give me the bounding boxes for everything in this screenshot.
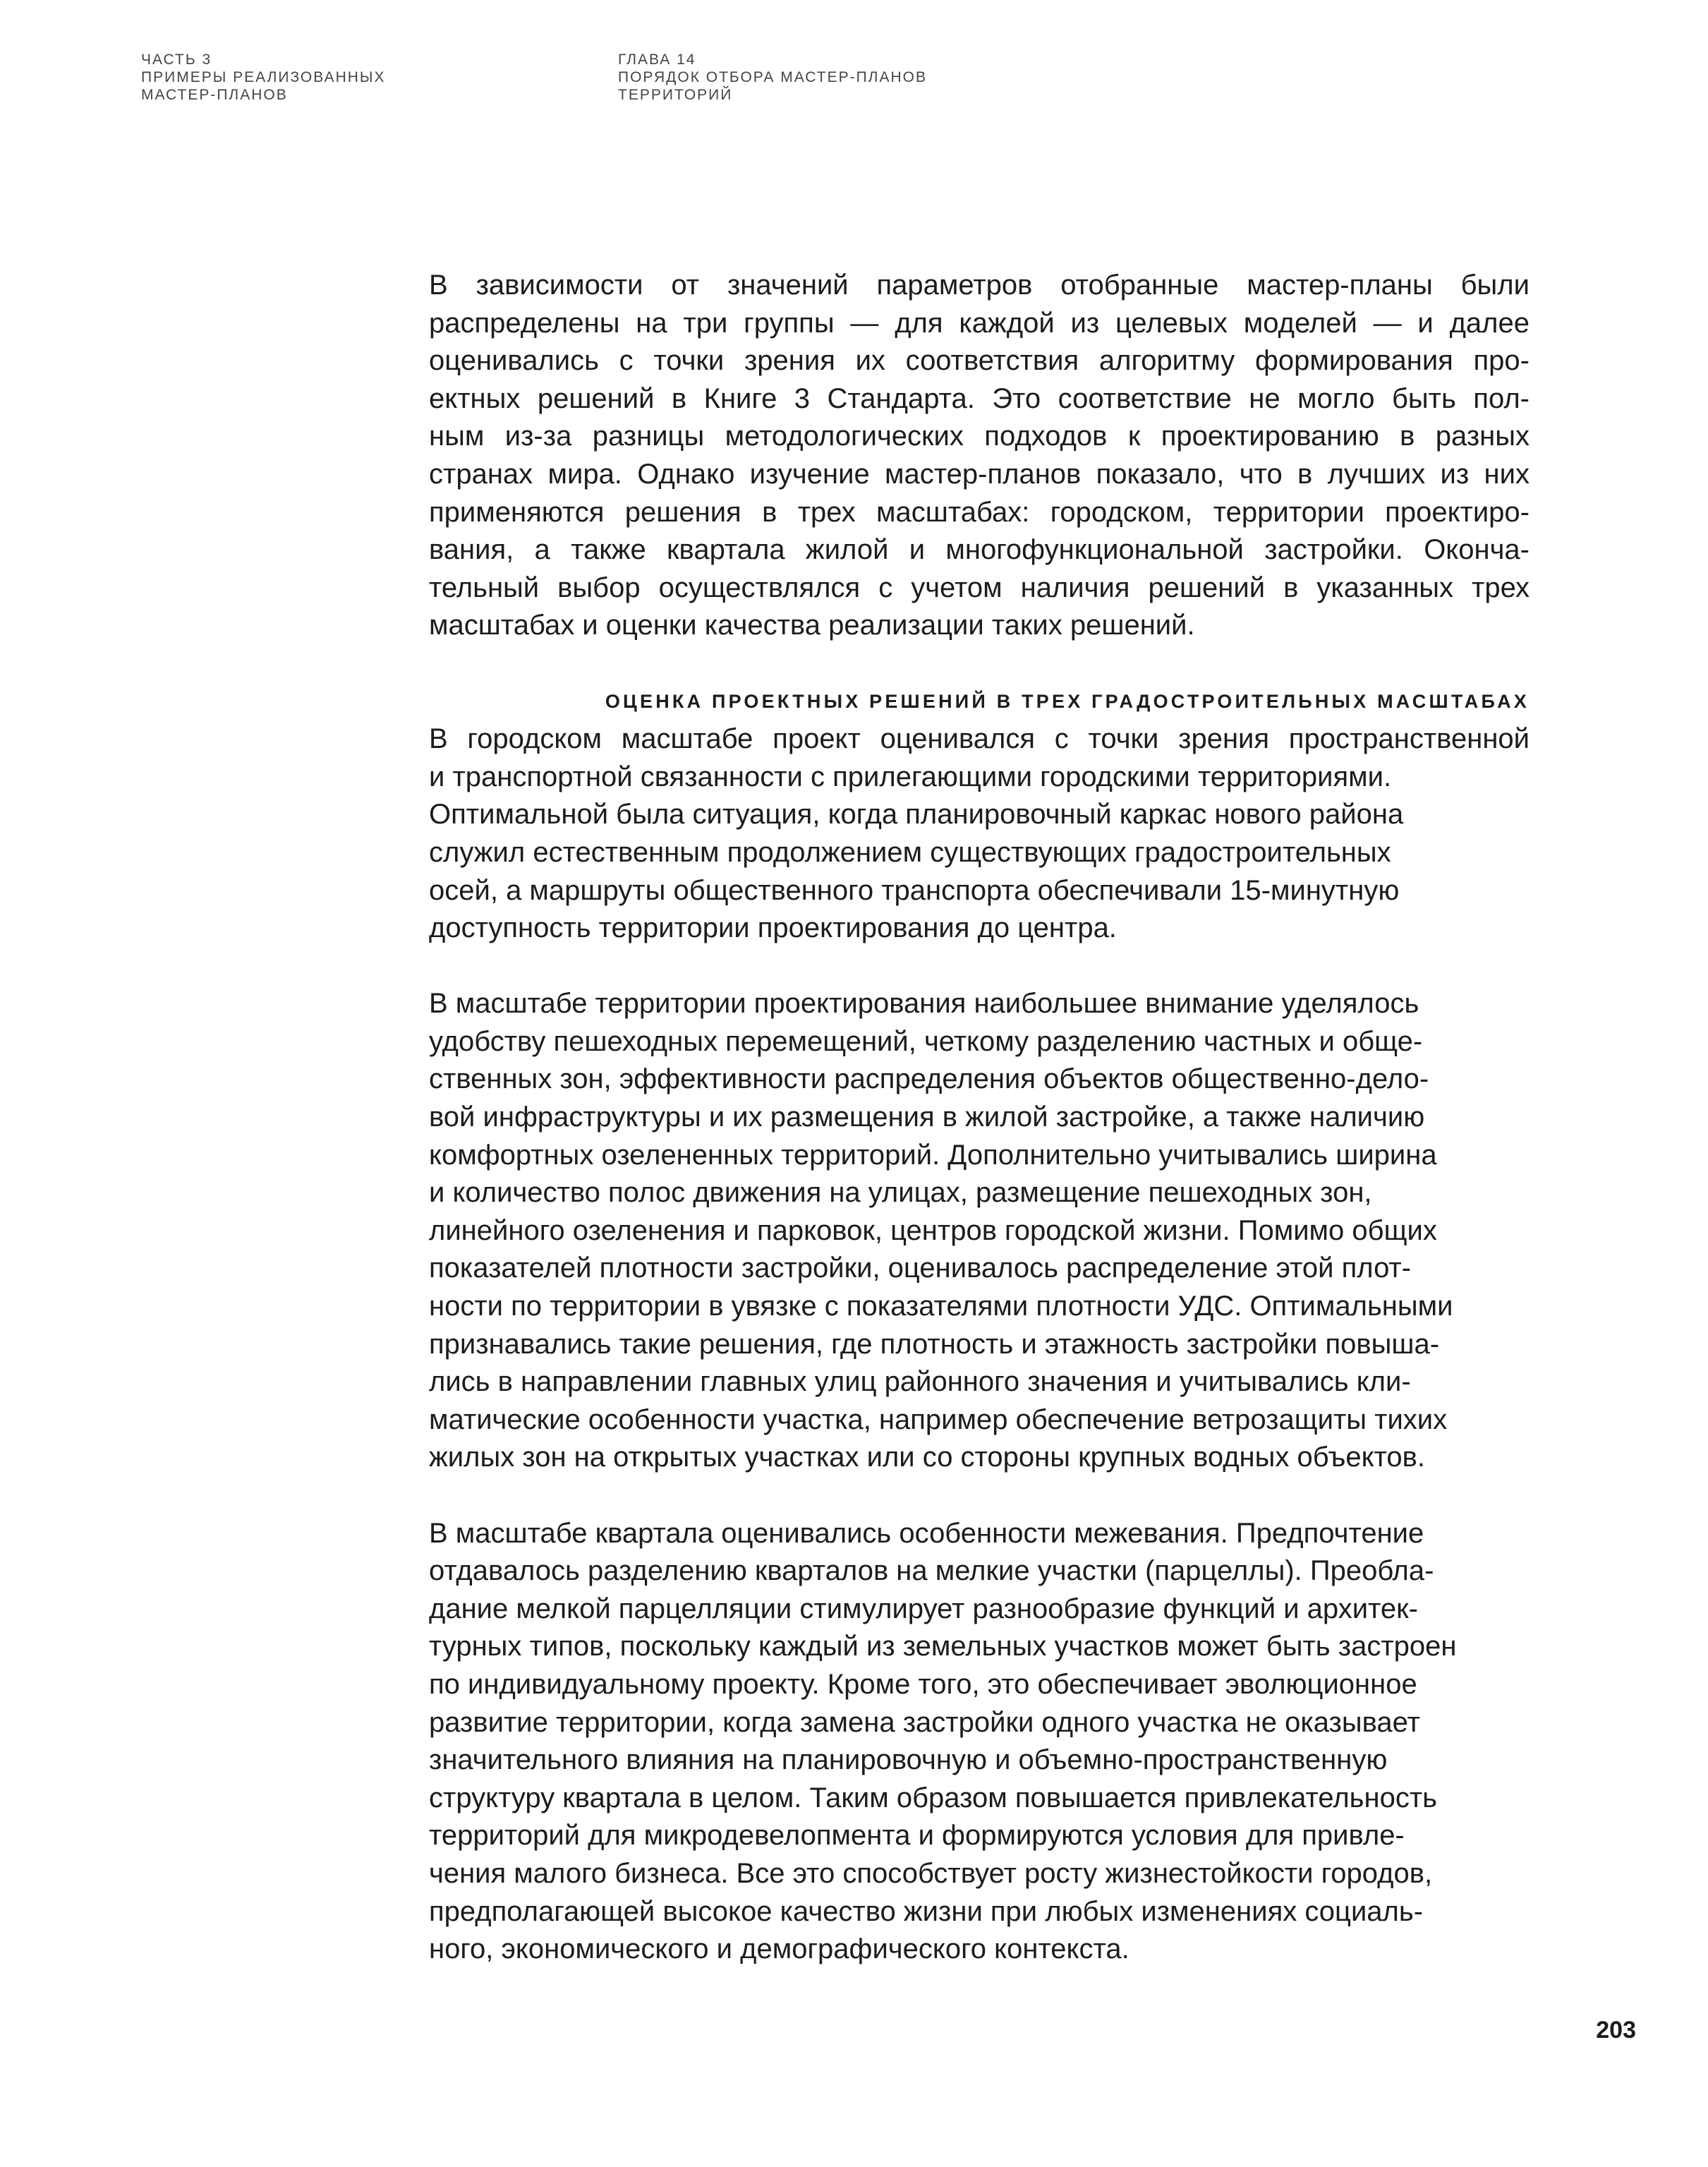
text-line: применяются решения в трех масштабах: городском, территории проектиро- [429, 496, 1530, 528]
page-number: 203 [1596, 2017, 1636, 2044]
text-line: чения малого бизнеса. Все это способствует росту жизнестойкости городов, [429, 1857, 1433, 1889]
text-line: В масштабе квартала оценивались особенности межевания. Предпочтение [429, 1517, 1424, 1549]
text-line: предполагающей высокое качество жизни при любых изменениях социаль- [429, 1895, 1424, 1927]
text-line: территорий для микродевелопмента и формируются условия для привле- [429, 1820, 1405, 1852]
text-line: лись в направлении главных улиц районного значения и учитывались кли- [429, 1366, 1411, 1398]
text-line: ственных зон, эффективности распределения объектов общественно-дело- [429, 1063, 1429, 1095]
running-head-chapter-line: ТЕРРИТОРИЙ [618, 87, 733, 103]
text-line: показателей плотности застройки, оценивалось распределение этой плот- [429, 1252, 1412, 1284]
text-line: жилых зон на открытых участках или со стороны крупных водных объектов. [429, 1442, 1425, 1473]
text-line: тельный выбор осуществлялся с учетом наличия решений в указанных трех [429, 572, 1530, 603]
text-line: турных типов, поскольку каждый из земельных участков может быть застроен [429, 1631, 1457, 1662]
text-line: линейного озеленения и парковок, центров городской жизни. Помимо общих [429, 1214, 1437, 1246]
paragraph-spacer [429, 948, 1530, 986]
text-line: по индивидуальному проекту. Кроме того, это обеспечивает эволюционное [429, 1668, 1417, 1700]
running-head-part-line: ПРИМЕРЫ РЕАЛИЗОВАННЫХ [141, 69, 386, 85]
running-head-part-line: ЧАСТЬ 3 [141, 52, 212, 68]
paragraph-spacer [429, 645, 1530, 683]
text-line: странах мира. Однако изучение мастер-планов показало, что в лучших из них [429, 458, 1530, 490]
text-line: признавались такие решения, где плотность и этажность застройки повыша- [429, 1328, 1440, 1360]
text-line: значительного влияния на планировочную и объемно-пространственную [429, 1744, 1388, 1776]
paragraph-city-scale [429, 720, 1530, 948]
text-line: и количество полос движения на улицах, размещение пешеходных зон, [429, 1177, 1372, 1209]
text-line: доступность территории проектирования до центра. [429, 912, 1117, 944]
text-line: и транспортной связанности с прилегающими городскими территориями. [429, 761, 1392, 792]
running-head-chapter-line: ПОРЯДОК ОТБОРА МАСТЕР-ПЛАНОВ [618, 69, 927, 85]
text-line: служил естественным продолжением существующих градостроительных [429, 836, 1391, 868]
text-line: матические особенности участка, например обеспечение ветрозащиты тихих [429, 1404, 1448, 1435]
text-line: ектных решений в Книге 3 Стандарта. Это соответствие не могло быть пол- [429, 382, 1530, 414]
text-line: распределены на три группы — для каждой из целевых моделей — и далее [429, 307, 1530, 339]
text-line: развитие территории, когда замена застройки одного участка не оказывает [429, 1706, 1420, 1738]
text-line: Оптимальной была ситуация, когда планировочный каркас нового района [429, 799, 1404, 831]
text-line: дание мелкой парцелляции стимулирует разнообразие функций и архитек- [429, 1593, 1418, 1624]
text-line: В масштабе территории проектирования наибольшее внимание уделялось [429, 988, 1419, 1020]
text-line: ным из-за разницы методологических подходов к проектированию в разных [429, 421, 1530, 452]
section-subheading: ОЦЕНКА ПРОЕКТНЫХ РЕШЕНИЙ В ТРЕХ ГРАДОСТРОИТЕЛЬНЫХ МАСШТАБАХ [605, 690, 1530, 712]
running-head-part-line: МАСТЕР-ПЛАНОВ [141, 87, 288, 103]
text-line: масштабах и оценки качества реализации таких решений. [429, 610, 1195, 641]
running-head-chapter-line: ГЛАВА 14 [618, 52, 696, 68]
text-line: ного, экономического и демографического контекста. [429, 1933, 1129, 1965]
text-line: вания, а также квартала жилой и многофункциональной застройки. Оконча- [429, 534, 1530, 566]
paragraph-intro [429, 267, 1530, 645]
text-line: В городском масштабе проект оценивался с точки зрения пространственной [429, 723, 1530, 755]
body-text-column [429, 267, 1530, 1969]
text-line: В зависимости от значений параметров отобранные мастер-планы были [429, 270, 1530, 301]
text-line: отдавалось разделению кварталов на мелкие участки (парцеллы). Преобла- [429, 1555, 1434, 1587]
paragraph-spacer [429, 1477, 1530, 1515]
running-head-part [141, 51, 386, 104]
text-line: осей, а маршруты общественного транспорта обеспечивали 15-минутную [429, 874, 1400, 906]
text-line: вой инфраструктуры и их размещения в жилой застройке, а также наличию [429, 1101, 1425, 1133]
text-line: структуру квартала в целом. Таким образом повышается привлекательность [429, 1782, 1438, 1813]
paragraph-block-scale [429, 1515, 1530, 1969]
text-line: удобству пешеходных перемещений, четкому разделению частных и обще- [429, 1025, 1423, 1057]
text-line: комфортных озелененных территорий. Дополнительно учитывались ширина [429, 1139, 1437, 1171]
text-line: ности по территории в увязке с показателями плотности УДС. Оптимальными [429, 1291, 1453, 1322]
running-head-chapter [618, 51, 927, 104]
text-line: оценивались с точки зрения их соответствия алгоритму формирования про- [429, 345, 1530, 377]
paragraph-territory-scale [429, 985, 1530, 1477]
